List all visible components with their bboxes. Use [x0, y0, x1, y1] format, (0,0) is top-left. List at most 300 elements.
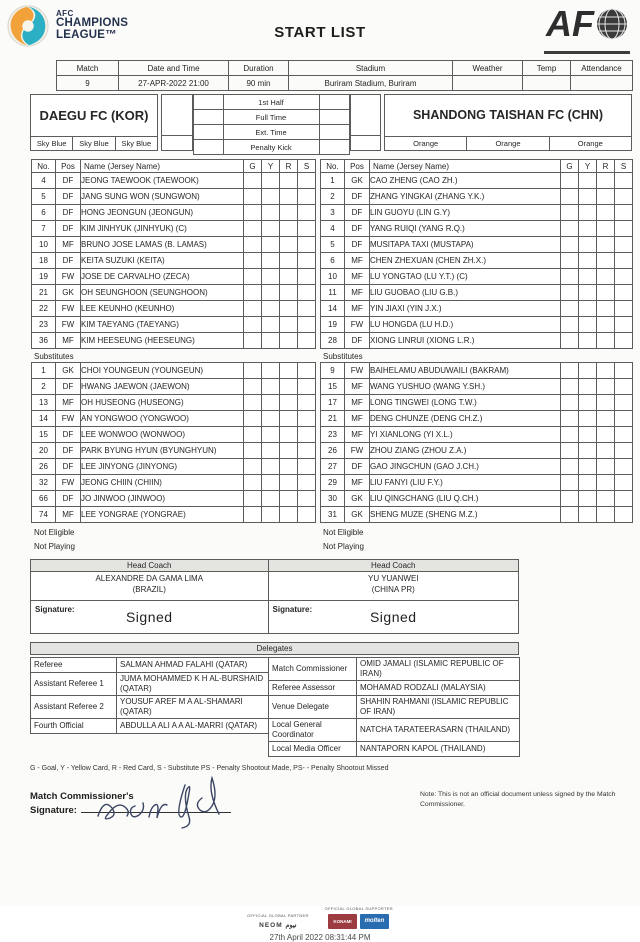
player-position: DF	[345, 459, 370, 475]
player-number: 5	[32, 189, 56, 205]
kit-color-cell: Sky Blue	[72, 136, 115, 151]
player-position: MF	[56, 237, 81, 253]
player-name: JANG SUNG WON (SUNGWON)	[81, 189, 244, 205]
stat-cell-y	[262, 427, 280, 443]
stat-cell-r	[280, 173, 298, 189]
player-name: LEE WONWOO (WONWOO)	[81, 427, 244, 443]
roster-header-cell: No.	[321, 160, 345, 173]
stat-cell-y	[262, 237, 280, 253]
player-position: MF	[345, 253, 370, 269]
supporter-logos	[325, 914, 393, 929]
stat-cell-s	[298, 221, 316, 237]
roster-header-cell: Pos	[56, 160, 81, 173]
player-position: FW	[56, 301, 81, 317]
match-info-value-cell	[571, 76, 633, 91]
stat-cell-y	[262, 189, 280, 205]
player-number: 14	[321, 301, 345, 317]
match-info-header-cell: Weather	[453, 61, 523, 76]
player-name: BAIHELAMU ABUDUWAILI (BAKRAM)	[370, 363, 561, 379]
player-name: LEE KEUNHO (KEUNHO)	[81, 301, 244, 317]
player-name: ZHANG YINGKAI (ZHANG Y.K.)	[370, 189, 561, 205]
sponsor-strip	[0, 906, 640, 929]
score-table	[193, 94, 350, 155]
player-row	[32, 427, 316, 443]
match-info-header-cell: Temp	[523, 61, 571, 76]
stat-cell-s	[298, 475, 316, 491]
stat-cell-s	[615, 269, 633, 285]
commissioner-label-line2: Signature:	[30, 804, 610, 818]
away-coach-name	[269, 572, 518, 600]
player-number: 1	[321, 173, 345, 189]
stat-cell-s	[615, 189, 633, 205]
stat-cell-y	[579, 237, 597, 253]
signature-label: Signature:	[272, 605, 313, 614]
konami-logo: KONAMI	[328, 914, 356, 929]
rosters	[31, 159, 632, 552]
player-position: DF	[56, 173, 81, 189]
stat-cell-g	[561, 491, 579, 507]
stat-cell-y	[262, 173, 280, 189]
player-number: 19	[32, 269, 56, 285]
stat-cell-y	[262, 507, 280, 523]
stat-cell-y	[579, 395, 597, 411]
stat-cell-r	[280, 507, 298, 523]
kit-color-cell: Sky Blue	[115, 136, 158, 151]
stat-cell-r	[597, 285, 615, 301]
player-position: DF	[56, 427, 81, 443]
player-row	[321, 317, 633, 333]
player-number: 13	[32, 395, 56, 411]
global-partner-group	[247, 913, 309, 929]
stat-cell-s	[615, 411, 633, 427]
player-position: DF	[345, 221, 370, 237]
empty-box	[161, 135, 193, 151]
stat-cell-y	[579, 363, 597, 379]
player-number: 4	[32, 173, 56, 189]
player-number: 6	[321, 253, 345, 269]
delegate-role: Local General Coordinator	[269, 719, 357, 742]
stat-cell-r	[597, 269, 615, 285]
not-eligible-label: Not Eligible	[323, 528, 364, 537]
score-row-label: Full Time	[223, 110, 319, 125]
stat-cell-s	[298, 443, 316, 459]
home-roster-column	[31, 159, 315, 552]
player-row	[321, 411, 633, 427]
team-header-block	[30, 94, 632, 155]
stat-cell-s	[615, 205, 633, 221]
delegate-row	[269, 742, 520, 757]
empty-box	[350, 94, 382, 136]
player-name: LU HONGDA (LU H.D.)	[370, 317, 561, 333]
player-number: 15	[321, 379, 345, 395]
player-row	[321, 379, 633, 395]
player-number: 28	[321, 333, 345, 349]
handwritten-signature	[88, 774, 278, 836]
player-name: LONG TINGWEI (LONG T.W.)	[370, 395, 561, 411]
away-starters-table	[320, 159, 633, 349]
away-score-cell	[319, 140, 349, 155]
delegate-role: Local Media Officer	[269, 742, 357, 757]
stat-cell-s	[298, 253, 316, 269]
stat-cell-y	[262, 443, 280, 459]
home-score-cell	[193, 125, 223, 140]
player-row	[321, 443, 633, 459]
stat-cell-g	[561, 333, 579, 349]
stat-cell-g	[244, 491, 262, 507]
away-team-header	[384, 94, 632, 155]
stat-cell-s	[298, 189, 316, 205]
stat-cell-s	[615, 459, 633, 475]
player-name: OH HUSEONG (HUSEONG)	[81, 395, 244, 411]
match-info-table	[56, 60, 633, 91]
player-name: XIONG LINRUI (XIONG L.R.)	[370, 333, 561, 349]
match-info-value-cell: Buriram Stadium, Buriram	[289, 76, 453, 91]
player-row	[321, 285, 633, 301]
player-position: MF	[345, 379, 370, 395]
home-score-cell	[193, 95, 223, 110]
away-score-cell	[319, 95, 349, 110]
stat-cell-g	[244, 333, 262, 349]
stat-cell-s	[298, 379, 316, 395]
stat-cell-g	[244, 221, 262, 237]
stat-cell-s	[615, 237, 633, 253]
stat-cell-g	[561, 379, 579, 395]
roster-header-cell: Name (Jersey Name)	[81, 160, 244, 173]
coach-name-text: ALEXANDRE DA GAMA LIMA	[95, 574, 204, 583]
stat-cell-r	[597, 459, 615, 475]
stat-cell-g	[244, 427, 262, 443]
player-name: WANG YUSHUO (WANG Y.SH.)	[370, 379, 561, 395]
page-title: START LIST	[274, 24, 366, 41]
player-number: 15	[32, 427, 56, 443]
stat-cell-r	[280, 427, 298, 443]
delegate-row	[31, 696, 269, 719]
player-row	[32, 189, 316, 205]
away-coach-box	[268, 559, 519, 634]
player-number: 26	[321, 443, 345, 459]
player-row	[321, 253, 633, 269]
player-name: ZHOU ZIANG (ZHOU Z.A.)	[370, 443, 561, 459]
player-row	[32, 475, 316, 491]
stat-cell-y	[262, 205, 280, 221]
player-position: DF	[345, 205, 370, 221]
head-coach-label: Head Coach	[31, 560, 268, 572]
stat-cell-g	[244, 189, 262, 205]
player-name: CHOI YOUNGEUN (YOUNGEUN)	[81, 363, 244, 379]
stat-cell-g	[244, 205, 262, 221]
stat-cell-g	[244, 301, 262, 317]
roster-header-cell: S	[615, 160, 633, 173]
delegate-name: NANTAPORN KAPOL (THAILAND)	[357, 742, 520, 757]
stat-cell-y	[262, 285, 280, 301]
signature-label: Signature:	[35, 605, 75, 614]
kit-color-cell: Orange	[466, 136, 549, 151]
player-row	[32, 221, 316, 237]
stat-cell-g	[244, 237, 262, 253]
player-position: GK	[345, 173, 370, 189]
player-number: 11	[321, 285, 345, 301]
player-position: FW	[345, 317, 370, 333]
player-row	[321, 221, 633, 237]
match-info-header-cell: Duration	[229, 61, 289, 76]
stat-cell-s	[615, 317, 633, 333]
player-name: CAO ZHENG (CAO ZH.)	[370, 173, 561, 189]
away-score-cell	[319, 110, 349, 125]
stat-cell-y	[262, 491, 280, 507]
stat-cell-r	[597, 427, 615, 443]
roster-header-row	[32, 160, 316, 173]
player-position: DF	[56, 491, 81, 507]
home-team-colors	[30, 136, 158, 151]
stat-cell-s	[298, 237, 316, 253]
player-number: 9	[321, 363, 345, 379]
stat-cell-r	[280, 333, 298, 349]
stat-cell-r	[597, 237, 615, 253]
roster-header-row	[321, 160, 633, 173]
player-position: DF	[345, 237, 370, 253]
player-number: 23	[321, 427, 345, 443]
stat-cell-g	[561, 189, 579, 205]
delegate-name: YOUSUF AREF M A AL-SHAMARI (QATAR)	[117, 696, 269, 719]
delegate-role: Assistant Referee 1	[31, 673, 117, 696]
delegate-row	[269, 719, 520, 742]
stat-cell-g	[244, 253, 262, 269]
stat-cell-g	[244, 475, 262, 491]
home-coach-name	[31, 572, 268, 600]
stat-cell-r	[597, 363, 615, 379]
kit-color-cell: Orange	[384, 136, 467, 151]
stat-cell-s	[298, 317, 316, 333]
document-header	[0, 0, 640, 54]
stat-cell-g	[561, 395, 579, 411]
stat-cell-y	[579, 205, 597, 221]
player-number: 30	[321, 491, 345, 507]
score-row	[193, 125, 349, 140]
player-row	[321, 333, 633, 349]
player-name: BRUNO JOSE LAMAS (B. LAMAS)	[81, 237, 244, 253]
delegate-name: SHAHIN RAHMANI (ISLAMIC REPUBLIC OF IRAN)	[357, 696, 520, 719]
player-name: MUSITAPA TAXI (MUSTAPA)	[370, 237, 561, 253]
roster-header-cell: Name (Jersey Name)	[370, 160, 561, 173]
stat-cell-y	[262, 475, 280, 491]
stat-cell-g	[561, 507, 579, 523]
player-position: DF	[345, 189, 370, 205]
partner-label: OFFICIAL GLOBAL PARTNER	[247, 913, 309, 918]
player-row	[321, 269, 633, 285]
player-position: GK	[345, 507, 370, 523]
stat-cell-g	[561, 269, 579, 285]
stat-cell-r	[280, 395, 298, 411]
abbreviation-legend: G - Goal, Y - Yellow Card, R - Red Card, S - Substitute PS - Penalty Shootout Made, PS- - Penalty Shootout Missed	[30, 765, 389, 772]
coach-country-text: (CHINA PR)	[371, 584, 415, 594]
delegate-row	[269, 681, 520, 696]
stat-cell-r	[597, 379, 615, 395]
stat-cell-y	[579, 459, 597, 475]
delegates-left-table	[30, 657, 269, 734]
delegate-role: Match Commissioner	[269, 658, 357, 681]
player-row	[32, 269, 316, 285]
empty-box	[350, 135, 382, 151]
player-row	[321, 173, 633, 189]
player-name: PARK BYUNG HYUN (BYUNGHYUN)	[81, 443, 244, 459]
player-number: 26	[32, 459, 56, 475]
score-section	[161, 94, 381, 155]
stat-cell-y	[579, 269, 597, 285]
stat-cell-y	[262, 395, 280, 411]
away-score-flank	[350, 94, 382, 155]
player-position: FW	[56, 317, 81, 333]
commissioner-signature-block	[30, 790, 616, 852]
substitutes-label: Substitutes	[34, 352, 74, 361]
delegate-role: Assistant Referee 2	[31, 696, 117, 719]
match-info-value-cell: 90 min	[229, 76, 289, 91]
player-number: 22	[32, 301, 56, 317]
away-roster-column	[320, 159, 632, 552]
stat-cell-s	[298, 363, 316, 379]
player-position: DF	[56, 189, 81, 205]
stat-cell-g	[561, 205, 579, 221]
match-info-value-cell	[453, 76, 523, 91]
score-row-label: Ext. Time	[223, 125, 319, 140]
stat-cell-g	[561, 285, 579, 301]
stat-cell-g	[561, 253, 579, 269]
player-name: HWANG JAEWON (JAEWON)	[81, 379, 244, 395]
stat-cell-y	[579, 507, 597, 523]
player-number: 1	[32, 363, 56, 379]
roster-header-cell: Pos	[345, 160, 370, 173]
player-name: CHEN ZHEXUAN (CHEN ZH.X.)	[370, 253, 561, 269]
player-position: FW	[345, 443, 370, 459]
stat-cell-y	[262, 459, 280, 475]
player-position: DF	[56, 459, 81, 475]
stat-cell-y	[262, 317, 280, 333]
player-number: 19	[321, 317, 345, 333]
roster-header-cell: No.	[32, 160, 56, 173]
stat-cell-r	[597, 491, 615, 507]
stat-cell-g	[561, 301, 579, 317]
stat-cell-g	[244, 411, 262, 427]
player-position: DF	[56, 443, 81, 459]
player-row	[32, 395, 316, 411]
match-info-value-row	[57, 76, 633, 91]
acl-logo-line2: CHAMPIONS	[56, 17, 129, 30]
stat-cell-y	[579, 301, 597, 317]
stat-cell-g	[244, 459, 262, 475]
delegate-row	[31, 719, 269, 734]
player-position: MF	[345, 301, 370, 317]
player-name: LIU QINGCHANG (LIU Q.CH.)	[370, 491, 561, 507]
player-row	[32, 301, 316, 317]
player-position: DF	[56, 221, 81, 237]
player-name: AN YONGWOO (YONGWOO)	[81, 411, 244, 427]
stat-cell-r	[597, 443, 615, 459]
commissioner-label-line1: Match Commissioner's	[30, 791, 134, 802]
player-number: 5	[321, 237, 345, 253]
match-info-value-cell	[523, 76, 571, 91]
stat-cell-r	[280, 379, 298, 395]
stat-cell-y	[579, 173, 597, 189]
roster-header-cell: G	[561, 160, 579, 173]
player-name: LEE YONGRAE (YONGRAE)	[81, 507, 244, 523]
stat-cell-r	[280, 253, 298, 269]
player-row	[32, 363, 316, 379]
coach-country-text: (BRAZIL)	[132, 584, 166, 594]
stat-cell-g	[244, 173, 262, 189]
match-info-header-cell: Match	[57, 61, 119, 76]
stat-cell-r	[280, 285, 298, 301]
delegate-name: SALMAN AHMAD FALAHI (QATAR)	[117, 658, 269, 673]
stat-cell-y	[579, 317, 597, 333]
stat-cell-r	[597, 173, 615, 189]
stat-cell-y	[262, 301, 280, 317]
stat-cell-g	[561, 363, 579, 379]
stat-cell-y	[579, 221, 597, 237]
delegate-row	[269, 658, 520, 681]
match-info-header-row	[57, 61, 633, 76]
stat-cell-r	[597, 189, 615, 205]
player-name: LIN GUOYU (LIN G.Y)	[370, 205, 561, 221]
delegates-title: Delegates	[30, 642, 519, 655]
roster-header-cell: Y	[262, 160, 280, 173]
delegate-role: Referee Assessor	[269, 681, 357, 696]
delegate-role: Referee	[31, 658, 117, 673]
stat-cell-s	[615, 173, 633, 189]
kit-color-cell: Sky Blue	[30, 136, 73, 151]
not-playing-label: Not Playing	[34, 542, 75, 551]
delegates-section	[30, 657, 519, 757]
player-position: GK	[56, 363, 81, 379]
stat-cell-g	[561, 173, 579, 189]
neom-logo: NEOM نيوم	[259, 922, 297, 929]
player-name: YIN JIAXI (YIN J.X.)	[370, 301, 561, 317]
stat-cell-s	[298, 491, 316, 507]
player-row	[32, 173, 316, 189]
player-number: 29	[321, 475, 345, 491]
player-row	[321, 301, 633, 317]
home-signature-row	[31, 600, 268, 633]
global-supporter-group	[325, 906, 393, 929]
player-row	[321, 205, 633, 221]
stat-cell-s	[615, 285, 633, 301]
home-score-cell	[193, 140, 223, 155]
stat-cell-s	[298, 269, 316, 285]
stat-cell-y	[579, 411, 597, 427]
stat-cell-y	[262, 363, 280, 379]
player-number: 20	[32, 443, 56, 459]
player-row	[32, 491, 316, 507]
supporter-label: OFFICIAL GLOBAL SUPPORTER	[324, 906, 393, 911]
score-row-label: Penalty Kick	[223, 140, 319, 155]
stat-cell-s	[615, 363, 633, 379]
stat-cell-s	[615, 475, 633, 491]
player-number: 74	[32, 507, 56, 523]
player-number: 2	[32, 379, 56, 395]
player-name: GAO JINGCHUN (GAO J.CH.)	[370, 459, 561, 475]
stat-cell-s	[298, 395, 316, 411]
afc-logo-underline	[544, 51, 630, 54]
player-row	[32, 411, 316, 427]
player-number: 10	[321, 269, 345, 285]
player-position: MF	[56, 333, 81, 349]
player-name: JEONG CHIIN (CHIIN)	[81, 475, 244, 491]
player-number: 36	[32, 333, 56, 349]
stat-cell-r	[280, 317, 298, 333]
stat-cell-y	[262, 379, 280, 395]
delegate-role: Venue Delegate	[269, 696, 357, 719]
stat-cell-r	[597, 301, 615, 317]
score-row	[193, 140, 349, 155]
stat-cell-r	[597, 507, 615, 523]
